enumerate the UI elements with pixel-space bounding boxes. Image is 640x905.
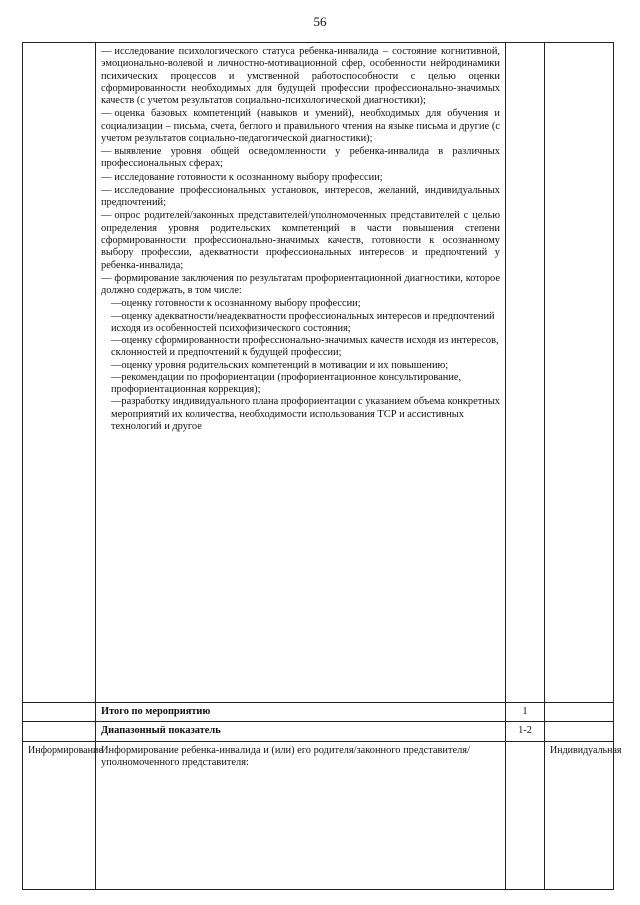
section-title: Информирование <box>23 741 96 889</box>
table-row <box>23 741 614 889</box>
empty-cell <box>23 703 96 722</box>
item-text: формирование заключения по результатам профориентационной диагностики, которое должно содержать, в том числе: <box>101 272 500 297</box>
sub-item-text: оценку уровня родительских компетенций в мотивации и их повышению; <box>121 359 449 371</box>
list-item: — опрос родителей/законных представителей/уполномоченных представителей с целью определения уровня родительских компетенций в части повышения степени сформированности профессионально-значимых качеств, готовности к осознанному выбору профессии, адекватности профессиональных интересов и предпочтений у ребенка-инвалида; <box>101 210 500 271</box>
table-row <box>23 43 614 703</box>
total-value: 1 <box>506 703 545 722</box>
sub-item-text: оценку адекватности/неадекватности профессиональных интересов и предпочтений исходя из особенностей психофизического состояния; <box>111 310 495 334</box>
section-text: Информирование ребенка-инвалида и (или) его родителя/законного представителя/уполномоченного представителя: <box>96 741 506 889</box>
empty-cell <box>506 43 545 703</box>
activity-table <box>22 42 622 890</box>
sub-item-text: оценку готовности к осознанному выбору профессии; <box>121 298 361 310</box>
list-item: — выявление уровня общей осведомленности у ребенка-инвалида в различных профессиональных сферах; <box>101 146 500 170</box>
empty-cell <box>506 741 545 889</box>
item-text: исследование психологического статуса ребенка-инвалида – состояние когнитивной, эмоционально-волевой и личностно-мотивационной сфер, особенности нейродинамики психических процессов и умственной работоспособности с целью оценки сформированности необходимых для будущей профессии профессионально-значимых качеств (с учетом результатов социально-психологической диагностики); <box>101 46 500 107</box>
item-text: исследование готовности к осознанному выбору профессии; <box>114 171 383 183</box>
list-item: — формирование заключения по результатам профориентационной диагностики, которое должно содержать, в том числе: <box>101 272 500 297</box>
range-value: 1-2 <box>506 722 545 741</box>
list-item: — исследование психологического статуса ребенка-инвалида – состояние когнитивной, эмоционально-волевой и личностно-мотивационной сфер, особенности нейродинамики психических процессов и умственной работоспособности с целью оценки сформированности необходимых для будущей профессии профессионально-значимых качеств (с учетом результатов социально-психологической диагностики); <box>101 46 500 107</box>
list-item: — исследование профессиональных установок, интересов, желаний, индивидуальных предпочтений; <box>101 184 500 209</box>
section-note: Индивидуальная <box>545 741 614 889</box>
table-row <box>23 703 614 722</box>
empty-cell <box>23 722 96 741</box>
list-item: — оценка базовых компетенций (навыков и умений), необходимых для обучения и социализации – письма, счета, беглого и правильного чтения на языке письма и другие (с учетом результатов социально-педагогической диагностики); <box>101 108 500 144</box>
sub-item: —оценку готовности к осознанному выбору профессии; <box>111 298 361 310</box>
empty-cell <box>545 703 614 722</box>
item-text: исследование профессиональных установок, интересов, желаний, индивидуальных предпочтений; <box>101 184 500 209</box>
item-text: оценка базовых компетенций (навыков и умений), необходимых для обучения и социализации – письма, счета, беглого и правильного чтения на языке письма и другие (с учетом результатов социально-педагогической диагностики); <box>101 108 500 144</box>
sub-item-text: рекомендации по профориентации (профориентационное консультирование, профориентационная коррекция); <box>111 371 462 396</box>
empty-cell <box>545 722 614 741</box>
sub-item: —оценку уровня родительских компетенций в мотивации и их повышению; <box>111 359 449 371</box>
sub-item: —оценку сформированности профессионально-значимых качеств исходя из интересов, склонностей и предпочтений к будущей профессии; <box>111 335 499 359</box>
empty-cell <box>545 43 614 703</box>
table-row <box>23 722 614 741</box>
sub-item: —рекомендации по профориентации (профориентационное консультирование, профориентационная коррекция); <box>111 371 462 396</box>
item-text: опрос родителей/законных представителей/уполномоченных представителей с целью определения уровня родительских компетенций в части повышения степени сформированности профессионально-значимых качеств, готовности к осознанному выбору профессии, адекватности профессиональных интересов и предпочтений у ребенка-инвалида; <box>101 210 500 271</box>
total-label: Итого по мероприятию <box>96 703 506 722</box>
sub-item: —оценку адекватности/неадекватности профессиональных интересов и предпочтений исходя из особенностей психофизического состояния; <box>111 310 495 334</box>
sub-item-text: разработку индивидуального плана профориентации с указанием объема конкретных мероприятий их количества, необходимости использования ТСР и ассистивных технологий и другое <box>111 396 501 432</box>
sub-item: —разработку индивидуального плана профориентации с указанием объема конкретных мероприятий их количества, необходимости использования ТСР и ассистивных технологий и другое <box>111 396 501 432</box>
page-number: 56 <box>313 14 327 29</box>
range-label: Диапазонный показатель <box>96 722 506 741</box>
sub-item-text: оценку сформированности профессионально-значимых качеств исходя из интересов, склонностей и предпочтений к будущей профессии; <box>111 335 499 359</box>
empty-cell <box>23 43 96 703</box>
list-item: — исследование готовности к осознанному выбору профессии; <box>101 171 383 183</box>
content-cell <box>96 43 506 703</box>
item-text: выявление уровня общей осведомленности у ребенка-инвалида в различных профессиональных сферах; <box>101 146 500 170</box>
